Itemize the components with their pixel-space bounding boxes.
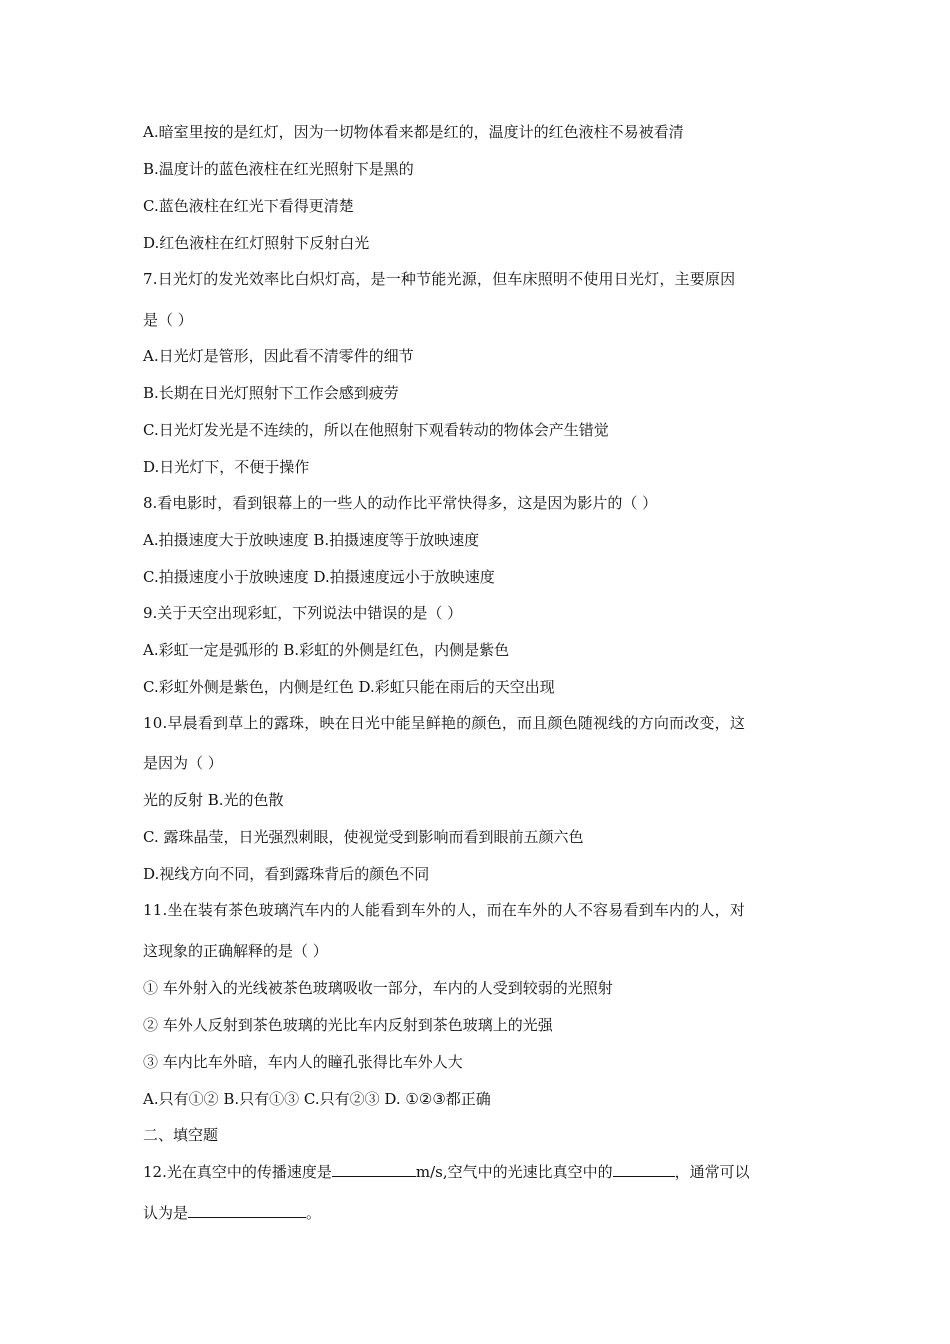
q11-statement-3: ③ 车内比车外暗，车内人的瞳孔张得比车外人大 xyxy=(143,1053,463,1071)
q10-stem-line2: 是因为（ ） xyxy=(143,754,223,772)
q6-option-b: B.温度计的蓝色液柱在红光照射下是黑的 xyxy=(143,160,414,178)
q10-option-c: C. 露珠晶莹，日光强烈刺眼，使视觉受到影响而看到眼前五颜六色 xyxy=(143,828,584,846)
q11-statement-2: ② 车外人反射到茶色玻璃的光比车内反射到茶色玻璃上的光强 xyxy=(143,1016,553,1034)
q12-line1 xyxy=(143,1161,823,1181)
q6-option-a: A.暗室里按的是红灯，因为一切物体看来都是红的，温度计的红色液柱不易被看清 xyxy=(143,123,684,141)
q7-option-a: A.日光灯是管形，因此看不清零件的细节 xyxy=(143,347,414,365)
q9-stem: 9.关于天空出现彩虹，下列说法中错误的是（ ） xyxy=(143,604,463,622)
q6-option-c: C.蓝色液柱在红光下看得更清楚 xyxy=(143,197,354,215)
q12-line2 xyxy=(143,1202,823,1222)
q7-stem-line1: 7.日光灯的发光效率比白炽灯高，是一种节能光源，但车床照明不使用日光灯，主要原因 xyxy=(143,270,736,288)
q12-blank-1[interactable] xyxy=(332,1161,416,1177)
q12-text-part1: 12.光在真空中的传播速度是 xyxy=(143,1163,332,1181)
q7-stem-line2: 是（ ） xyxy=(143,311,193,329)
q11-stem-line2: 这现象的正确解释的是（ ） xyxy=(143,942,328,960)
section-heading-fill-in: 二、填空题 xyxy=(143,1126,219,1144)
q6-option-d: D.红色液柱在红灯照射下反射白光 xyxy=(143,234,370,252)
q12-line2-text-part2: 。 xyxy=(306,1204,322,1222)
q10-option-d: D.视线方向不同，看到露珠背后的颜色不同 xyxy=(143,865,430,883)
q10-options-ab: 光的反射 B.光的色散 xyxy=(143,791,284,809)
q8-options-ab: A.拍摄速度大于放映速度 B.拍摄速度等于放映速度 xyxy=(143,531,480,549)
q11-options: A.只有①② B.只有①③ C.只有②③ D. ①②③都正确 xyxy=(143,1090,491,1108)
document-content xyxy=(143,122,823,1222)
q11-statement-1: ① 车外射入的光线被茶色玻璃吸收一部分，车内的人受到较弱的光照射 xyxy=(143,979,613,997)
q8-stem: 8.看电影时，看到银幕上的一些人的动作比平常快得多，这是因为影片的（ ） xyxy=(143,494,658,512)
q9-options-cd: C.彩虹外侧是紫色，内侧是红色 D.彩虹只能在雨后的天空出现 xyxy=(143,678,555,696)
q12-blank-2[interactable] xyxy=(613,1161,675,1177)
q12-blank-3[interactable] xyxy=(188,1202,306,1218)
q7-option-d: D.日光灯下，不便于操作 xyxy=(143,458,310,476)
q12-text-part3: ，通常可以 xyxy=(674,1163,750,1181)
q11-stem-line1: 11.坐在装有茶色玻璃汽车内的人能看到车外的人，而在车外的人不容易看到车内的人，对 xyxy=(143,901,746,919)
q12-line2-text-part1: 认为是 xyxy=(143,1204,189,1222)
q8-options-cd: C.拍摄速度小于放映速度 D.拍摄速度远小于放映速度 xyxy=(143,568,495,586)
q12-text-part2: m/s,空气中的光速比真空中的 xyxy=(415,1163,613,1181)
q7-option-b: B.长期在日光灯照射下工作会感到疲劳 xyxy=(143,384,399,402)
q9-options-ab: A.彩虹一定是弧形的 B.彩虹的外侧是红色，内侧是紫色 xyxy=(143,641,510,659)
q10-stem-line1: 10.早晨看到草上的露珠，映在日光中能呈鲜艳的颜色，而且颜色随视线的方向而改变，这 xyxy=(143,714,746,732)
q7-option-c: C.日光灯发光是不连续的，所以在他照射下观看转动的物体会产生错觉 xyxy=(143,421,609,439)
